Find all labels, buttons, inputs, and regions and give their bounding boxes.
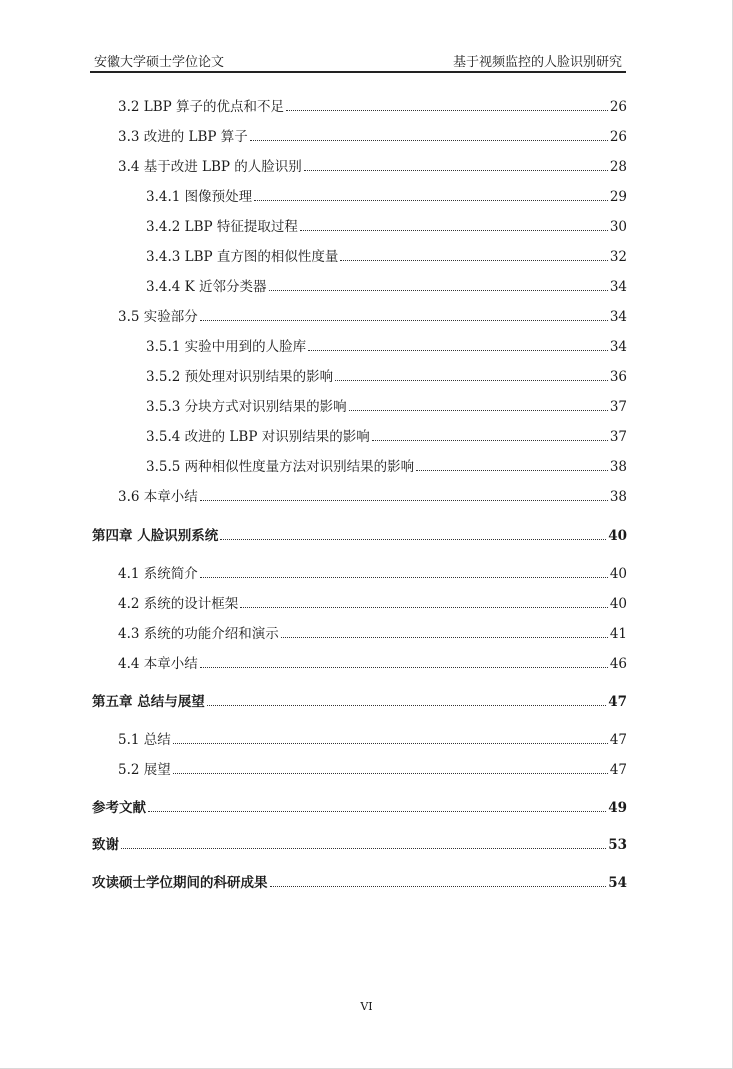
- toc-entry[interactable]: [146, 395, 627, 415]
- toc-entry-page: 46: [609, 656, 627, 672]
- toc-entry-page: 36: [609, 369, 627, 385]
- toc-entry-page: 53: [608, 837, 627, 853]
- dot-leader: [220, 539, 606, 540]
- toc-entry-title: 3.5.1 实验中用到的人脸库: [146, 339, 307, 355]
- toc-entry[interactable]: [146, 425, 627, 445]
- toc-entry-page: 40: [609, 596, 627, 612]
- toc-entry-page: 28: [609, 159, 627, 175]
- toc-entry-page: 49: [608, 800, 627, 816]
- toc-entry-title: 3.4.3 LBP 直方图的相似性度量: [146, 249, 339, 265]
- toc-entry-title: 4.4 本章小结: [118, 656, 198, 672]
- toc-entry-title: 3.4 基于改进 LBP 的人脸识别: [118, 159, 302, 175]
- toc-entry-page: 34: [609, 339, 627, 355]
- toc-entry[interactable]: [118, 758, 627, 778]
- toc-entry[interactable]: [146, 275, 627, 295]
- toc-entry[interactable]: [118, 125, 627, 145]
- dot-leader: [349, 410, 608, 411]
- page-number: VI: [360, 1000, 373, 1013]
- toc-entry[interactable]: [118, 622, 627, 642]
- dot-leader: [286, 110, 608, 111]
- dot-leader: [300, 230, 608, 231]
- toc-entry-page: 29: [609, 189, 627, 205]
- toc-entry-title: 3.6 本章小结: [118, 489, 198, 505]
- toc-entry-title: 4.2 系统的设计框架: [118, 596, 239, 612]
- dot-leader: [200, 577, 608, 578]
- toc-entry-page: 37: [609, 429, 627, 445]
- toc-entry-title: 3.5.2 预处理对识别结果的影响: [146, 369, 334, 385]
- toc-entry-page: 40: [608, 528, 627, 544]
- toc-entry-page: 37: [609, 399, 627, 415]
- toc-entry-page: 34: [609, 309, 627, 325]
- toc-entry-title: 4.1 系统简介: [118, 566, 198, 582]
- dot-leader: [308, 350, 608, 351]
- header-rule: [90, 71, 626, 73]
- toc-entry[interactable]: [146, 455, 627, 475]
- toc-entry[interactable]: [146, 335, 627, 355]
- dot-leader: [372, 440, 608, 441]
- dot-leader: [270, 886, 607, 887]
- toc-entry-chapter[interactable]: [92, 796, 627, 816]
- toc-entry-title: 攻读硕士学位期间的科研成果: [92, 875, 268, 891]
- toc-entry-page: 38: [609, 489, 627, 505]
- toc-entry[interactable]: [146, 215, 627, 235]
- toc-entry-title: 3.4.4 K 近邻分类器: [146, 279, 267, 295]
- toc-entry-title: 3.3 改进的 LBP 算子: [118, 129, 248, 145]
- toc-entry[interactable]: [118, 728, 627, 748]
- toc-entry-title: 4.3 系统的功能介绍和演示: [118, 626, 279, 642]
- dot-leader: [340, 260, 607, 261]
- toc-entry-chapter[interactable]: [92, 690, 627, 710]
- dot-leader: [200, 320, 608, 321]
- toc-entry-page: 26: [609, 99, 627, 115]
- dot-leader: [173, 743, 608, 744]
- header-right-title: 基于视频监控的人脸识别研究: [452, 55, 622, 70]
- toc-entry-title: 第四章 人脸识别系统: [92, 528, 219, 544]
- toc-entry-page: 41: [609, 626, 627, 642]
- toc-entry[interactable]: [118, 155, 627, 175]
- toc-entry[interactable]: [118, 592, 627, 612]
- toc-entry-title: 3.2 LBP 算子的优点和不足: [118, 99, 285, 115]
- toc-entry[interactable]: [118, 562, 627, 582]
- toc-entry-page: 54: [608, 875, 627, 891]
- dot-leader: [335, 380, 608, 381]
- toc-entry-page: 40: [609, 566, 627, 582]
- header-left-title: 安徽大学硕士学位论文: [94, 55, 225, 70]
- dot-leader: [148, 811, 606, 812]
- dot-leader: [304, 170, 608, 171]
- toc-entry-title: 5.2 展望: [118, 762, 171, 778]
- running-header: [94, 49, 622, 71]
- toc-entry[interactable]: [118, 95, 627, 115]
- toc-entry-page: 30: [609, 219, 627, 235]
- dot-leader: [207, 705, 607, 706]
- toc-entry-page: 38: [609, 459, 627, 475]
- toc-entry-title: 致谢: [92, 837, 119, 853]
- toc-entry-page: 47: [608, 694, 627, 710]
- dot-leader: [200, 667, 608, 668]
- dot-leader: [281, 637, 608, 638]
- dot-leader: [416, 470, 608, 471]
- toc-entry-title: 参考文献: [92, 800, 146, 816]
- dot-leader: [269, 290, 608, 291]
- toc-entry-title: 3.4.1 图像预处理: [146, 189, 253, 205]
- toc-entry-title: 第五章 总结与展望: [92, 694, 205, 710]
- toc-entry-page: 34: [609, 279, 627, 295]
- dot-leader: [173, 773, 608, 774]
- dot-leader: [240, 607, 608, 608]
- toc-entry[interactable]: [118, 485, 627, 505]
- dot-leader: [250, 140, 608, 141]
- toc-entry-title: 3.4.2 LBP 特征提取过程: [146, 219, 298, 235]
- toc-entry[interactable]: [118, 305, 627, 325]
- toc-entry-chapter[interactable]: [92, 524, 627, 544]
- toc-entry-title: 3.5.5 两种相似性度量方法对识别结果的影响: [146, 459, 415, 475]
- toc-entry[interactable]: [146, 245, 627, 265]
- toc-entry[interactable]: [118, 652, 627, 672]
- dot-leader: [254, 200, 608, 201]
- toc-entry-page: 32: [609, 249, 627, 265]
- toc-entry-page: 47: [609, 762, 627, 778]
- toc-entry-title: 3.5.4 改进的 LBP 对识别结果的影响: [146, 429, 370, 445]
- dot-leader: [200, 500, 608, 501]
- toc-entry[interactable]: [146, 365, 627, 385]
- toc-entry-title: 3.5 实验部分: [118, 309, 198, 325]
- toc-entry-title: 3.5.3 分块方式对识别结果的影响: [146, 399, 347, 415]
- toc-entry-chapter[interactable]: [92, 871, 627, 891]
- dot-leader: [121, 848, 606, 849]
- toc-entry-title: 5.1 总结: [118, 732, 171, 748]
- toc-entry-page: 47: [609, 732, 627, 748]
- toc-entry[interactable]: [146, 185, 627, 205]
- toc-entry-page: 26: [609, 129, 627, 145]
- toc-entry-chapter[interactable]: [92, 833, 627, 853]
